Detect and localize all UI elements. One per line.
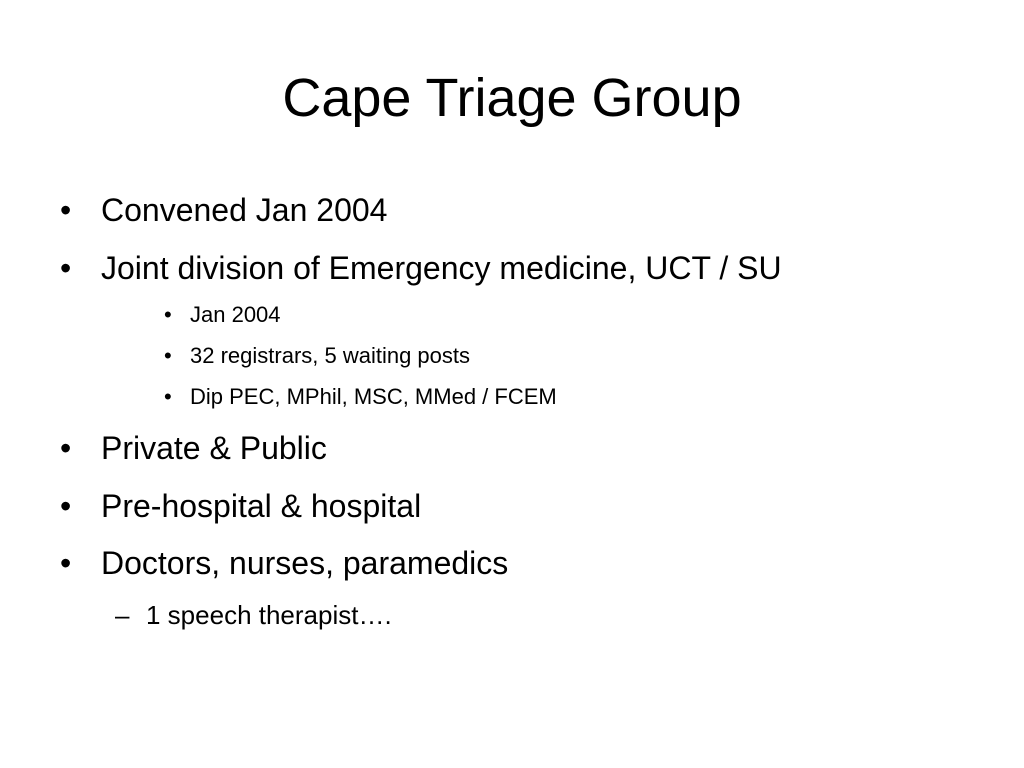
bullet-item: [60, 190, 960, 230]
bullet-marker: •: [60, 488, 72, 524]
bullet-marker: •: [164, 384, 172, 409]
bullet-text: Convened Jan 2004: [101, 192, 388, 228]
bullet-item: [60, 486, 960, 526]
bullet-marker: •: [164, 343, 172, 368]
bullet-item: [60, 428, 960, 468]
bullet-item: [60, 543, 960, 583]
dash-text: 1 speech therapist….: [146, 600, 392, 630]
sub-bullet-item: [164, 383, 864, 411]
bullet-text: Dip PEC, MPhil, MSC, MMed / FCEM: [190, 384, 557, 409]
bullet-text: 32 registrars, 5 waiting posts: [190, 343, 471, 368]
bullet-marker: •: [60, 250, 72, 286]
bullet-text: Pre-hospital & hospital: [101, 488, 422, 524]
bullet-text: Doctors, nurses, paramedics: [101, 545, 509, 581]
bullet-marker: •: [164, 302, 172, 327]
sub-bullet-item: [164, 301, 864, 329]
bullet-text: Joint division of Emergency medicine, UCT / SU: [101, 250, 782, 286]
bullet-marker: •: [60, 545, 72, 581]
dash-marker: –: [115, 600, 130, 630]
bullet-text: Private & Public: [101, 430, 327, 466]
bullet-text: Jan 2004: [190, 302, 281, 327]
bullet-marker: •: [60, 430, 72, 466]
dash-item: [115, 599, 815, 631]
bullet-marker: •: [60, 192, 72, 228]
bullet-item: [60, 248, 960, 288]
slide-title: Cape Triage Group: [282, 68, 742, 128]
sub-bullet-item: [164, 342, 864, 370]
